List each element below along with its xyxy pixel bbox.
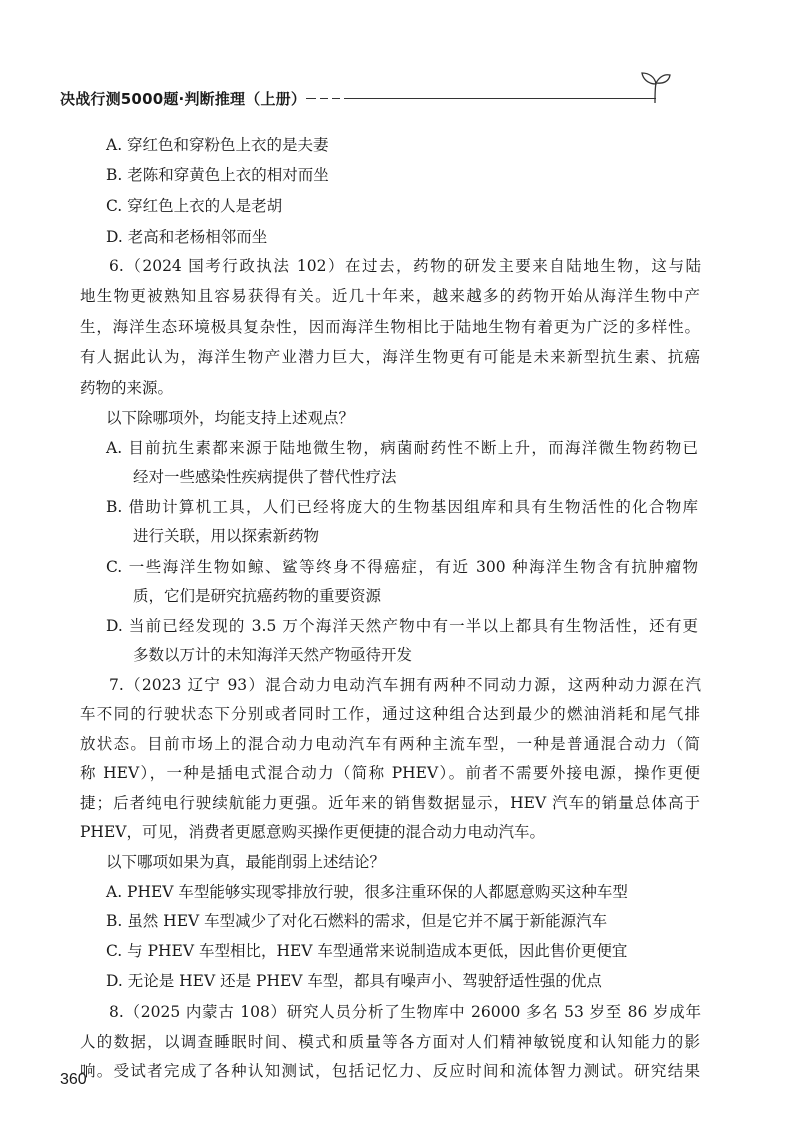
text-line: 有人据此认为，海洋生物产业潜力巨大，海洋生物更有可能是未来新型抗生素、抗癌 — [80, 348, 700, 366]
text-line: B. 老陈和穿黄色上衣的相对而坐 — [106, 166, 329, 184]
text-line: 8.（2025 内蒙古 108）研究人员分析了生物库中 26000 多名 53 岁至 86 岁成年 — [109, 1003, 701, 1021]
running-header-title: 决战行测5000题·判断推理（上册） — [60, 90, 307, 108]
text-line: A. PHEV 车型能够实现零排放行驶，很多注重环保的人都愿意购买这种车型 — [106, 883, 628, 901]
text-line: B. 虽然 HEV 车型减少了对化石燃料的需求，但是它并不属于新能源汽车 — [106, 912, 608, 930]
text-line: 6.（2024 国考行政执法 102）在过去，药物的研发主要来自陆地生物，这与陆 — [109, 257, 701, 275]
text-line: 放状态。目前市场上的混合动力电动汽车有两种主流车型，一种是普通混合动力（简 — [80, 735, 700, 753]
text-line: A. 穿红色和穿粉色上衣的是夫妻 — [106, 136, 329, 154]
text-line: 质，它们是研究抗癌药物的重要资源 — [133, 587, 382, 605]
text-line: C. 与 PHEV 车型相比，HEV 车型通常来说制造成本更低，因此售价更便宜 — [106, 942, 628, 960]
text-line: 经对一些感染性疾病提供了替代性疗法 — [133, 468, 397, 486]
page-number: 360 — [60, 1071, 87, 1088]
text-line: 响。受试者完成了各种认知测试，包括记忆力、反应时间和流体智力测试。研究结果 — [80, 1062, 700, 1080]
text-line: 生，海洋生态环境极具复杂性，因而海洋生物相比于陆地生物有着更为广泛的多样性。 — [80, 318, 700, 336]
text-line: 称 HEV），一种是插电式混合动力（简称 PHEV）。前者不需要外接电源，操作更便 — [80, 764, 700, 782]
text-line: D. 无论是 HEV 还是 PHEV 车型，都具有噪声小、驾驶舒适性强的优点 — [106, 972, 602, 990]
text-line: A. 目前抗生素都来源于陆地微生物，病菌耐药性不断上升，而海洋微生物药物已 — [106, 439, 698, 457]
text-line: 进行关联，用以探索新药物 — [133, 527, 320, 545]
text-line: C. 穿红色上衣的人是老胡 — [106, 197, 283, 215]
text-line: 车不同的行驶状态下分别或者同时工作，通过这种组合达到最少的燃油消耗和尾气排 — [80, 705, 700, 723]
text-line: D. 老高和老杨相邻而坐 — [106, 228, 268, 246]
text-line: 人的数据，以调查睡眠时间、模式和质量等各方面对人们精神敏锐度和认知能力的影 — [80, 1033, 700, 1051]
text-line: 地生物更被熟知且容易获得有关。近几十年来，越来越多的药物开始从海洋生物中产 — [80, 287, 700, 305]
text-line: 7.（2023 辽宁 93）混合动力电动汽车拥有两种不同动力源，这两种动力源在汽 — [109, 676, 701, 694]
text-line: 以下除哪项外，均能支持上述观点？ — [106, 409, 355, 427]
text-line: B. 借助计算机工具，人们已经将庞大的生物基因组库和具有生物活性的化合物库 — [106, 498, 698, 516]
text-line: 捷；后者纯电行驶续航能力更强。近年来的销售数据显示，HEV 汽车的销量总体高于 — [80, 794, 700, 812]
text-line: C. 一些海洋生物如鲸、鲨等终身不得癌症，有近 300 种海洋生物含有抗肿瘤物 — [106, 558, 698, 576]
text-line: PHEV，可见，消费者更愿意购买操作更便捷的混合动力电动汽车。 — [80, 823, 545, 841]
sprout-icon — [638, 70, 672, 104]
header-rule — [306, 98, 656, 99]
text-line: D. 当前已经发现的 3.5 万个海洋天然产物中有一半以上都具有生物活性，还有更 — [106, 617, 698, 635]
text-line: 药物的来源。 — [80, 379, 174, 397]
text-line: 多数以万计的未知海洋天然产物亟待开发 — [133, 646, 413, 664]
text-line: 以下哪项如果为真，最能削弱上述结论？ — [106, 853, 386, 871]
